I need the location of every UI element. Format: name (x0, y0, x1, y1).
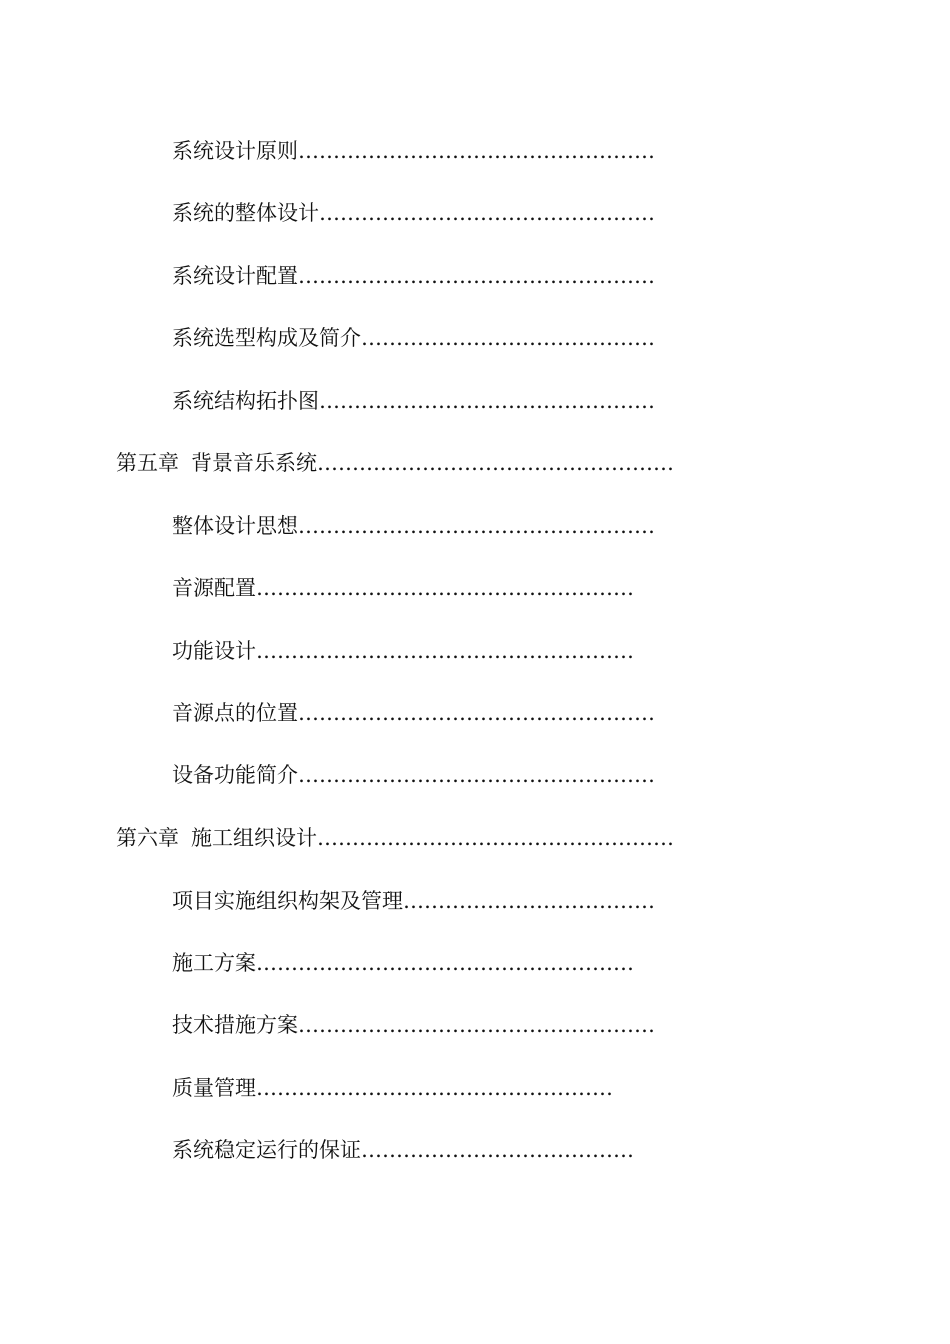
toc-leader-dots: ……………………………… (403, 889, 655, 913)
chapter-number: 第五章 (116, 451, 179, 475)
toc-entry-title: 音源点的位置 (172, 701, 298, 725)
toc-entry-title: 技术措施方案 (172, 1013, 298, 1037)
toc-entry[interactable] (172, 1005, 655, 1045)
toc-entry[interactable] (172, 693, 655, 733)
toc-entry[interactable] (172, 318, 655, 358)
toc-leader-dots: …………………………………………… (256, 1076, 613, 1100)
toc-entry[interactable] (172, 193, 655, 233)
toc-entry[interactable] (172, 943, 634, 983)
toc-entry-title: 设备功能简介 (172, 763, 298, 787)
toc-leader-dots: …………………………………………… (317, 451, 674, 475)
toc-entry-title: 音源配置 (172, 576, 256, 600)
toc-entry[interactable] (172, 1068, 613, 1108)
toc-entry[interactable] (172, 1130, 634, 1170)
toc-leader-dots: …………………………………………… (317, 826, 674, 850)
toc-entry[interactable] (172, 568, 634, 608)
toc-chapter-heading (116, 818, 317, 858)
toc-entry[interactable] (172, 631, 634, 671)
toc-entry-title: 整体设计思想 (172, 514, 298, 538)
toc-entry[interactable] (172, 381, 655, 421)
toc-leader-dots: ………………………………… (361, 1138, 634, 1162)
toc-entry-title: 项目实施组织构架及管理 (172, 889, 403, 913)
toc-leader-dots: …………………………………………… (298, 763, 655, 787)
toc-entry-title: 系统稳定运行的保证 (172, 1138, 361, 1162)
toc-leader-dots: ……………………………………………… (256, 951, 634, 975)
toc-entry[interactable] (172, 506, 655, 546)
toc-entry[interactable] (172, 755, 655, 795)
chapter-number: 第六章 (116, 826, 179, 850)
toc-entry-title: 质量管理 (172, 1076, 256, 1100)
toc-leader-dots: ……………………………………………… (256, 576, 634, 600)
toc-leader-dots: …………………………………………… (298, 514, 655, 538)
toc-leader-dots: …………………………………………… (298, 264, 655, 288)
toc-chapter-entry[interactable] (116, 818, 674, 858)
toc-chapter-entry[interactable] (116, 443, 674, 483)
toc-entry-title: 系统设计配置 (172, 264, 298, 288)
chapter-title: 施工组织设计 (191, 826, 317, 850)
toc-leader-dots: ………………………………………… (319, 389, 655, 413)
toc-entry[interactable] (172, 131, 655, 171)
toc-chapter-heading (116, 443, 317, 483)
toc-entry-title: 系统的整体设计 (172, 201, 319, 225)
toc-entry-title: 系统选型构成及简介 (172, 326, 361, 350)
toc-leader-dots: ………………………………………… (319, 201, 655, 225)
toc-entry-title: 施工方案 (172, 951, 256, 975)
toc-entry-title: 系统设计原则 (172, 139, 298, 163)
toc-leader-dots: ……………………………………………… (256, 639, 634, 663)
toc-leader-dots: …………………………………………… (298, 1013, 655, 1037)
toc-leader-dots: …………………………………………… (298, 701, 655, 725)
toc-entry-title: 功能设计 (172, 639, 256, 663)
toc-leader-dots: …………………………………… (361, 326, 655, 350)
toc-entry[interactable] (172, 881, 655, 921)
toc-entry[interactable] (172, 256, 655, 296)
toc-leader-dots: …………………………………………… (298, 139, 655, 163)
toc-entry-title: 系统结构拓扑图 (172, 389, 319, 413)
chapter-title: 背景音乐系统 (191, 451, 317, 475)
